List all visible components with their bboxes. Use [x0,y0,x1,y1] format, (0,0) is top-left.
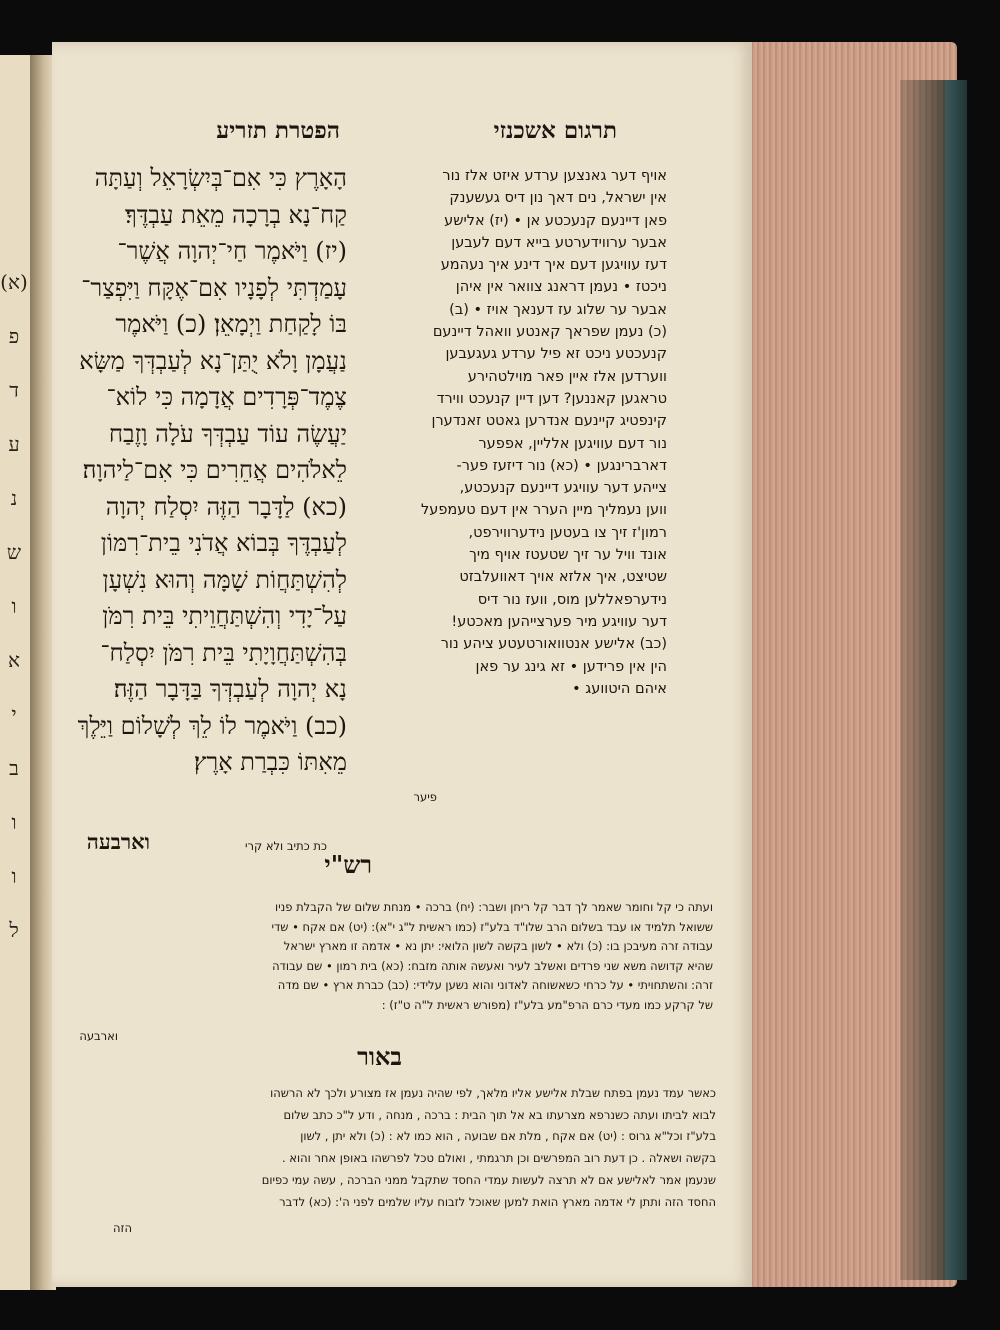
hebrew-line: יַעֲשֶׂה עוֹד עַבְדְּךָ עֹלָה וָזֶבַח [108,419,347,448]
left-page-fragment: ו [11,810,17,834]
yiddish-line: אבער ערווידערטע בייא דעם לעבען [451,234,667,251]
left-page-fragment: (א) [0,270,28,294]
hebrew-line: הָאָרֶץ כִּי אִם־בְּיִשְׂרָאֵל וְעַתָּה [94,164,347,192]
yiddish-line: דעז עוויגען דעם איך דינע איך נעהמע [440,257,667,274]
left-page-fragment: ל [9,918,19,942]
right-page [52,42,752,1287]
yiddish-line: ווערדען אלז איין פאר מוילטהירע [467,368,667,385]
hebrew-line: לֵאלֹהִים אֲחֵרִים כִּי אִם־לַיהוָה׃ [82,456,347,484]
hebrew-line: בְּהִשְׁתַּחֲוָיָתִי בֵּית רִמֹּן יִסְלַח־ [100,638,347,667]
catchword-right: פיער [413,790,437,804]
left-page-fragment: ש [6,540,22,564]
biur-line: החסד הזה ותתן לי אדמה מארץ הואת למען שאוכל לזבוח עליו שלמים לפני ה': (כא) לדבר [279,1194,716,1209]
hebrew-text-column [62,160,347,781]
biur-title: באור [357,1042,402,1071]
catchword-left: וארבעה [86,829,150,854]
yiddish-line: צייהע דער עוויגע דיינעם קנעכטע, [459,480,667,497]
left-page-fragment: ב [9,756,19,780]
hebrew-line: מֵאִתּוֹ כִּבְרַת אָרֶץ׃ [193,748,347,776]
left-page-fragments [0,255,28,957]
hebrew-line: נַעֲמָן וָלֹא יֻתַּן־נָא לְעַבְדְּךָ מַשָּׂא [79,346,347,375]
left-page-fragment: ו [11,594,17,618]
hebrew-line: לְהִשְׁתַּחֲוֹת שָׁמָּה וְהוּא נִשְׁעָן [102,565,347,594]
header-haftarah: הפטרת תזריע [216,117,340,144]
yiddish-line: פאן דיינעם קנעכטע אן • (יז) אלישע [444,212,667,229]
biur-commentary [56,1083,716,1213]
biur-line: שנעמן אמר לאלישע אם לא תרצה לעשות עמדי החסד שתקבל ממני הברכה , עשה עמי כפיום [261,1172,716,1187]
rashi-line: ששואל תלמיד או עבד בשלום הרב שלו"ד בלע"ז (כמו ראשית ל"ג י"א): (יט) אם אקח • שדי [271,919,713,934]
yiddish-line: דארברינגען • (כא) נור דיזעז פער- [456,457,667,474]
biur-line: לבוא לביתו ועתה כשנרפא מצרעתו בא אל תוך הבית : ברכה , מנחה , ודע ל"כ כתב שלום [283,1107,716,1122]
hebrew-line: (כא) לַדָּבָר הַזֶּה יִסְלַח יְהוָה [105,492,347,521]
left-page-fragment: פ [8,324,20,348]
hebrew-line: עָמַדְתִּי לְפָנָיו אִם־אֶקָּח וַיִּפְצַר־ [81,273,347,302]
yiddish-line: דער עוויגע מיר פערצייהען מאכטע! [451,613,667,630]
left-page-fragment: ו [11,864,17,888]
hebrew-line: (יז) וַיֹּאמֶר חַי־יְהוָה אֲשֶׁר־ [117,237,347,265]
rashi-line: של קרקע כמו מעדי כרם הרפ"מע בלע"ז (מפורש ראשית ל"ה ט"ז) : [381,997,713,1012]
yiddish-line: הין אין פרידען • זא גינג ער פאן [475,658,667,675]
left-page-fragment: ע [8,432,20,456]
left-page-fragment: נ [10,486,18,510]
yiddish-line: נידערפאללען מוס, וועז נור דיס [477,591,667,608]
rashi-commentary [58,898,713,1016]
biur-line: בקשה ושאלה . כן דעת רוב המפרשים וכן תרגמתי , ואולם טכל לפרשהו באופן אחר והוא . [281,1151,716,1166]
biur-line: כאשר עמד נעמן בפתח שבלת אלישע אליו מלאך, לפי שהיה נעמן אז מצורע ולכך לא הרשהו [270,1086,716,1100]
rashi-catchword: וארבעה [79,1029,118,1043]
hebrew-line: לְעַבְדֶּךָ בְּבוֹא אֲדֹנִי בֵית־רִמּוֹן [100,529,347,557]
hebrew-line: צֶמֶד־פְּרָדִים אֲדָמָה כִּי לוֹא־ [106,383,347,411]
yiddish-line: (כ) נעמן שפראך קאנטע וואהל דיינעם [432,324,667,341]
hebrew-line: בּוֹ לָקַחַת וַיְמָאֵן׃ (כ) וַיֹּאמֶר [115,310,347,338]
yiddish-line: שטיצט, איך אלזא אויך דאוועלבזט [459,569,667,586]
hebrew-line: נָא יְהוָה לְעַבְדְּךָ בַּדָּבָר הַזֶּה׃ [113,675,347,703]
yiddish-line: ניכטז • נעמן דראנג צוואר אין איהן [455,279,667,296]
hebrew-line: קַח־נָא בְרָכָה מֵאֵת עַבְדֶּךָ׃ [125,200,347,229]
yiddish-line: אונד וויל ער זיך שטעטז אויף מיך [469,547,667,564]
hebrew-line: עַל־יָדִי וְהִשְׁתַּחֲוֵיתִי בֵּית רִמֹּן [102,602,347,630]
rashi-line: זרה: והשתחויתי • על כרחי כשאשוחה לאדוני והוא נשען עלידי: (כב) כברת ארץ • שם מדה [277,978,713,993]
yiddish-line: טראגען קאננען? דען דיין קנעכט ווירד [436,390,667,407]
yiddish-line: קינפטיג קיינעם אנדרען גאטט זאנדערן [431,413,667,430]
biur-line: בלע"ז וכל"א גרוס : (יט) אם אקח , מלת אם שבועה , הוא כמו לא : (כ) ולא יתן , לשון [300,1129,716,1144]
yiddish-line: רמון'ז זיך צו בעטען נידערווירפט, [468,524,667,541]
yiddish-line: נור דעם עוויגען אלליין, אפפער [478,435,667,452]
rashi-line: ועתה כי קל וחומר שאמר לך דבר קל ריחן ושבר: (יח) ברכה • מנחת שלום של הקבלת פניו [274,900,713,914]
yiddish-line: (כב) אלישע אנטוואורטעטע ציהע נור [440,636,667,653]
rashi-line: עבודה זרה מעיבכן בו: (כ) ולא • לשון בקשה לשון הלואי: יתן נא • אדמה זו מארץ ישראל [283,939,713,954]
yiddish-line: אין ישראל, נים דאך נון דיס געשענק [449,190,667,207]
left-page-fragment: י [11,702,17,726]
book-cover [945,80,967,1280]
hebrew-line: (כב) וַיֹּאמֶר לוֹ לֵךְ לְשָׁלוֹם וַיֵּלֶךְ [77,711,347,740]
rashi-line: שהיא קדושה משא שני פרדים ואשלב לעיר ואעשה אותה מזבח: (כא) בית רמון • שם עבודה [272,958,713,973]
left-page-fragment: א [7,648,20,672]
left-page-fragment: ד [9,378,19,402]
yiddish-line: קנעכטע ניכט זא פיל ערדע געגעבען [445,346,667,363]
yiddish-line: איהם היטוועג • [572,680,667,697]
biur-catchword: הזה [112,1221,132,1235]
header-targum: תרגום אשכנזי [493,117,617,144]
yiddish-translation-column [354,165,667,700]
yiddish-line: אויף דער גאנצען ערדע איזט אלז נור [442,168,667,184]
yiddish-line: ווען נעמליך מיין הערר אין דעם טעמפעל [421,502,667,519]
ketiv-note: כת כתיב ולא קרי [244,839,327,853]
rashi-title: רש"י [324,850,372,879]
yiddish-line: אבער ער שלוג עז דענאך אויז • (ב) [449,301,667,318]
